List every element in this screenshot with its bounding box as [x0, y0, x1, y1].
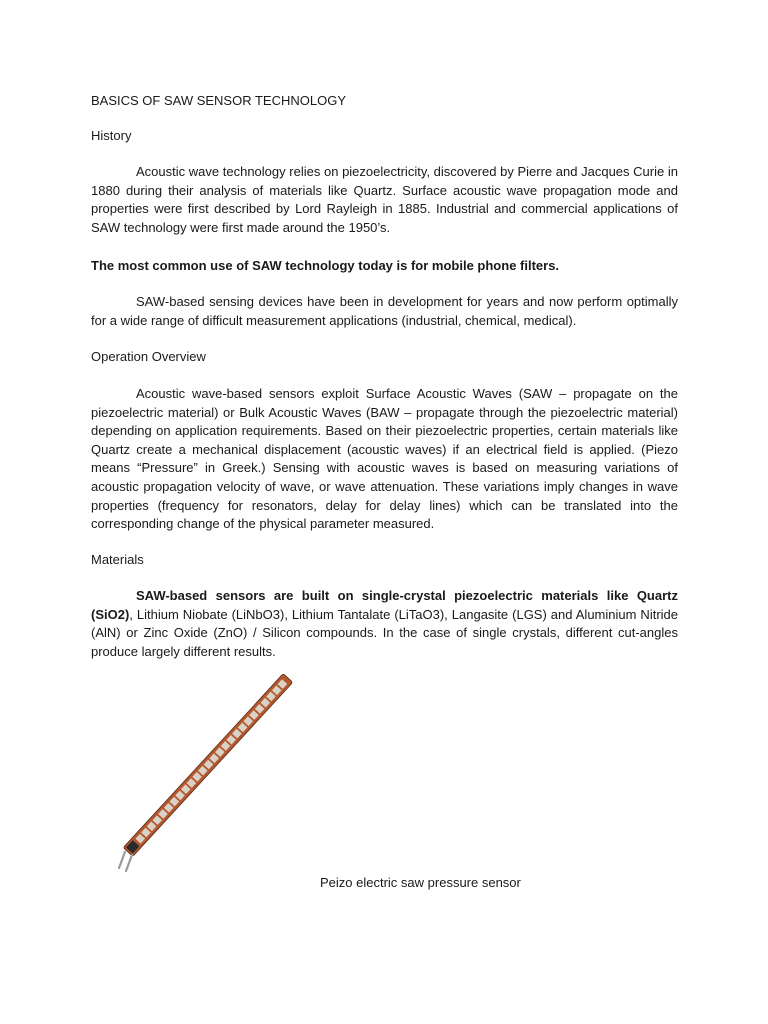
saw-paragraph-text: SAW-based sensing devices have been in development for years and now perform optimally for a wide range of difficult measurement applications (industrial, chemical, medical).	[91, 294, 678, 328]
materials-bold-text: SAW-based sensors are built on single-crystal piezoelectric materials like Quartz (SiO2)	[91, 588, 678, 622]
history-heading: History	[91, 128, 132, 143]
materials-rest-text: , Lithium Niobate (LiNbO3), Lithium Tantalate (LiTaO3), Langasite (LGS) and Aluminium Nitride (AlN) or Zinc Oxide (ZnO) / Silicon compounds. In the case of single crystals, different cut-angles produce largely different results.	[91, 606, 678, 659]
saw-paragraph	[91, 293, 678, 330]
sensor-body	[123, 674, 293, 857]
operation-paragraph	[91, 385, 678, 534]
sensor-lead-pin	[119, 852, 125, 868]
history-paragraph-text: Acoustic wave technology relies on piezoelectricity, discovered by Pierre and Jacques Curie in 1880 during their analysis of materials like Quartz. Surface acoustic wave propagation mode and properties were first described by Lord Rayleigh in 1885. Industrial and commercial applications of SAW technology were first made around the 1950’s.	[91, 164, 678, 235]
sensor-lead-pin	[126, 855, 132, 871]
history-paragraph	[91, 163, 678, 237]
bold-statement: The most common use of SAW technology today is for mobile phone filters.	[91, 258, 560, 273]
sensor-strip	[119, 674, 293, 871]
flex-pressure-sensor-image	[110, 668, 310, 876]
operation-heading: Operation Overview	[91, 349, 206, 364]
document-title: BASICS OF SAW SENSOR TECHNOLOGY	[91, 93, 346, 108]
materials-heading: Materials	[91, 552, 144, 567]
operation-paragraph-text: Acoustic wave-based sensors exploit Surface Acoustic Waves (SAW – propagate on the piezoelectric material) or Bulk Acoustic Waves (BAW – propagate through the piezoelectric material) depending on application requirements. Based on their piezoelectric properties, certain materials like Quartz create a mechanical displacement (acoustic waves) if an electrical field is applied. (Piezo means “Pressure” in Greek.) Sensing with acoustic waves is based on measuring variations of acoustic propagation velocity of wave, or wave attenuation. These variations imply changes in wave properties (frequency for resonators, delay for delay lines) which can be translated into the corresponding change of the physical parameter measured.	[91, 386, 678, 532]
materials-paragraph	[91, 587, 678, 661]
image-caption: Peizo electric saw pressure sensor	[320, 875, 521, 890]
